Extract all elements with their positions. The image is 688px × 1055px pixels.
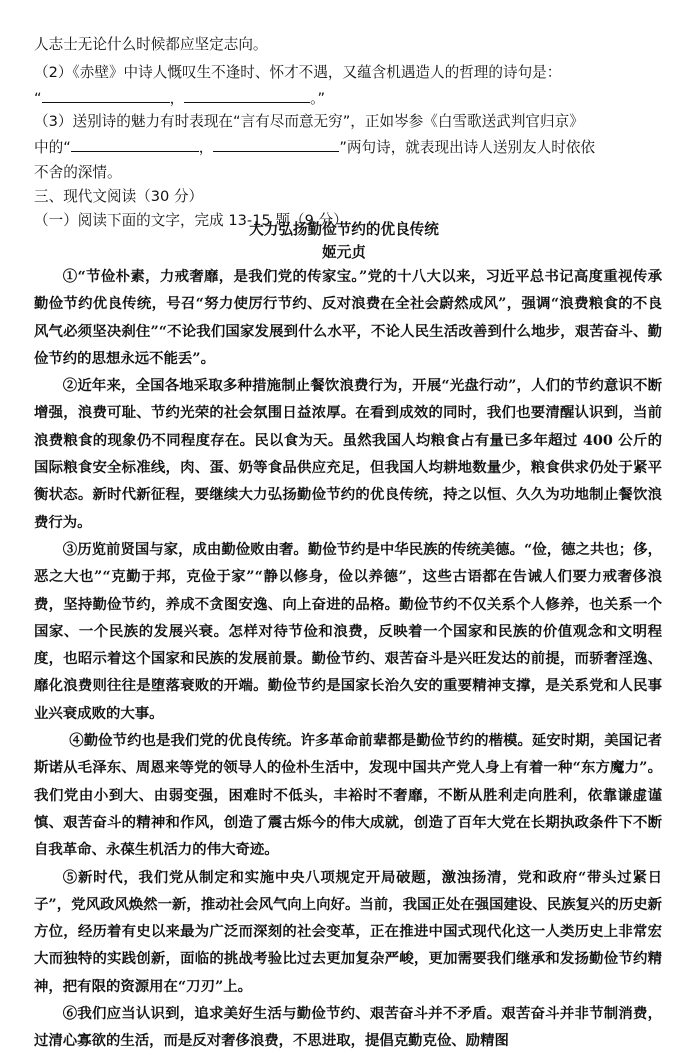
question-2-text: （2）《赤壁》中诗人慨叹生不逢时、怀才不遇，又蕴含机遇造人的哲理的诗句是：: [34, 64, 562, 81]
answer-blank-1[interactable]: [42, 85, 170, 103]
answer-blank-2[interactable]: [184, 85, 310, 103]
article-author: 姬元贞: [322, 244, 366, 261]
previous-question-tail: 人志士无论什么时候都应坚定志向。: [34, 36, 268, 53]
question-3-line-3: 不舍的深情。: [34, 164, 122, 181]
answer-blank-4[interactable]: [213, 134, 339, 152]
article-paragraph-2: ②近年来，全国各地采取多种措施制止餐饮浪费行为，开展“光盘行动”，人们的节约意识不断增强，浪费可耻、节约光荣的社会氛围日益浓厚。在看到成效的同时，我们也要清醒认识到，当前浪费粮食的现象仍不同程度存在。民以食为天。虽然我国人均粮食占有量已多年超过 400 公斤的国际粮食安全标准线，肉、蛋、奶等食品供应充足，但我国人均耕地数量少，粮食供求仍处于紧平衡状态。新时代新征程，要继续大力弘扬勤俭节约的优良传统，持之以恒、久久为功地制止餐饮浪费行为。: [34, 377, 662, 531]
article-paragraph-1: ①“节俭朴素，力戒奢靡，是我们党的传家宝。”党的十八大以来，习近平总书记高度重视传承勤俭节约优良传统，号召“努力使厉行节约、反对浪费在全社会蔚然成风”，强调“浪费粮食的不良风气必须坚决刹住”“不论我们国家发展到什么水平，不论人民生活改善到什么地步，艰苦奋斗、勤俭节约的思想永远不能丢”。: [34, 268, 662, 367]
question-3-line-1: （3）送别诗的魅力有时表现在“言有尽而意无穷”，正如岑参《白雪歌送武判官归京》: [34, 113, 584, 130]
article-title: 大力弘扬勤俭节约的优良传统: [249, 221, 439, 238]
question-3: [34, 109, 662, 185]
question-2: [34, 60, 662, 111]
article-paragraph-5: ⑤新时代，我们党从制定和实施中央八项规定开局破题，激浊扬清，党和政府“带头过紧日子”，党风政风焕然一新，推动社会风气向上向好。当前，我国正处在强国建设、民族复兴的历史新方位，经历着有史以来最为广泛而深刻的社会变革，正在推进中国式现代化这一人类历史上非常宏大而独特的实践创新，面临的挑战考验比过去更加复杂严峻，更加需要我们继承和发扬勤俭节约精神，把有限的资源用在“刀刃”上。: [34, 868, 662, 995]
section-heading: 三、现代文阅读（30 分）: [34, 188, 204, 205]
article-paragraph-6: ⑥我们应当认识到，追求美好生活与勤俭节约、艰苦奋斗并不矛盾。艰苦奋斗并非节制消费，过清心寡欲的生活，而是反对奢侈浪费，不思进取，提倡克勤克俭、励精图: [34, 1005, 662, 1050]
article-paragraph-4: ④勤俭节约也是我们党的优良传统。许多革命前辈都是勤俭节约的楷模。延安时期，美国记者斯诺从毛泽东、周恩来等党的领导人的俭朴生活中，发现中国共产党人身上有着一种“东方魔力”。我们党由小到大、由弱变强，困难时不低头，丰裕时不奢靡，不断从胜利走向胜利，依靠谦虚谨慎、艰苦奋斗的精神和作风，创造了震古烁今的伟大成就，创造了百年大党在长期执政条件下不断自我革命、永葆生机活力的伟大奇迹。: [34, 732, 662, 859]
article-paragraph-3: ③历览前贤国与家，成由勤俭败由奢。勤俭节约是中华民族的传统美德。“俭，德之共也；侈，恶之大也”“克勤于邦，克俭于家”“静以修身，俭以养德”，这些古语都在告诫人们要力戒奢侈浪费，坚持勤俭节约，养成不贪图安逸、向上奋进的品格。勤俭节约不仅关系个人修养，也关系一个国家、一个民族的发展兴衰。怎样对待节俭和浪费，反映着一个国家和民族的价值观念和文明程度，也昭示着这个国家和民族的发展前景。勤俭节约、艰苦奋斗是兴旺发达的前提，而骄奢淫逸、靡化浪费则往往是堕落衰败的开端。勤俭节约是国家长治久安的重要精神支撑，是关系党和人民事业兴衰成败的大事。: [34, 540, 662, 722]
question-2-answer-line: “ ， 。”: [34, 85, 662, 111]
answer-blank-3[interactable]: [71, 134, 199, 152]
reading-instructions: （一）阅读下面的文字，完成 13-15 题（9 分）: [34, 212, 348, 229]
article-body: [34, 263, 662, 1055]
question-3-answer-line: 中的“ ， ”两句诗，就表现出诗人送别友人时依依: [34, 134, 662, 160]
